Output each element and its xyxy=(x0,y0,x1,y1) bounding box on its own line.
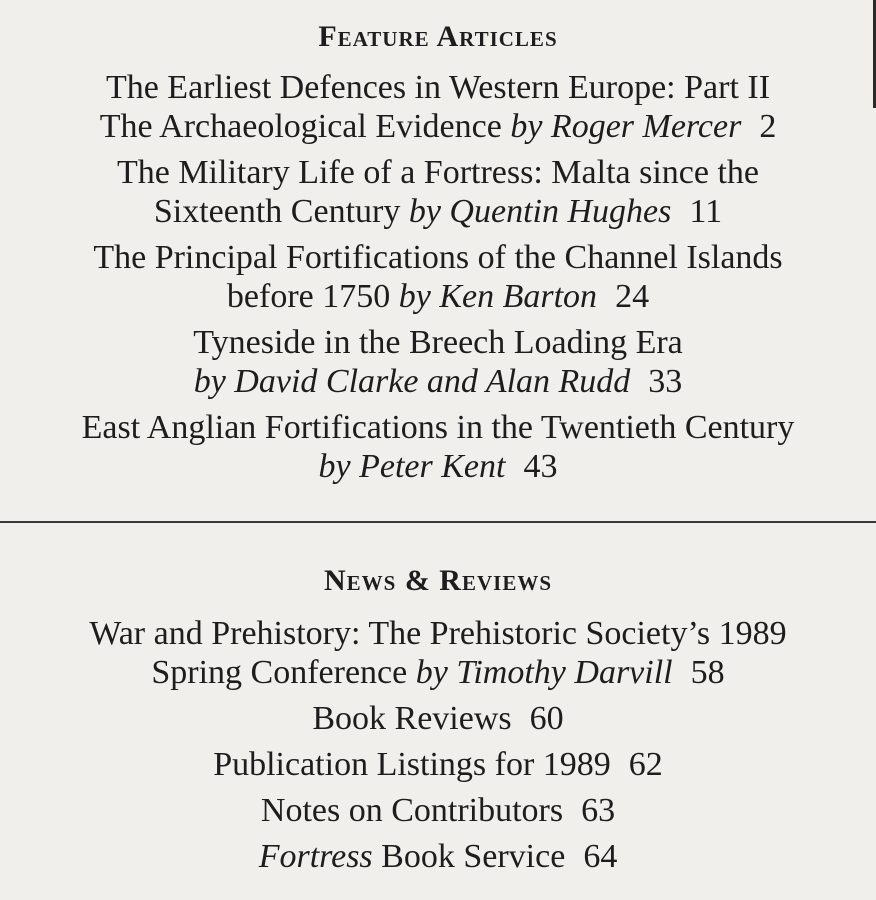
feature-articles-section xyxy=(0,20,876,493)
toc-entry[interactable] xyxy=(0,408,876,486)
entry-title: Book Service xyxy=(381,838,566,875)
toc-entry[interactable] xyxy=(0,745,876,785)
section-divider xyxy=(0,521,876,523)
page-number: 63 xyxy=(581,792,616,829)
entry-title: War and Prehistory: The Prehistoric Society’s 1989 xyxy=(89,615,787,652)
feature-articles-heading: Feature Articles xyxy=(318,20,558,53)
entry-title: The Earliest Defences in Western Europe: Part II xyxy=(105,69,771,106)
page-number: 60 xyxy=(529,700,564,737)
entry-title-continued: before 1750 xyxy=(226,278,391,315)
toc-entry[interactable] xyxy=(0,791,876,831)
entry-title-continued: Sixteenth Century xyxy=(153,193,401,230)
page-number: 64 xyxy=(583,838,618,875)
news-reviews-heading: News & Reviews xyxy=(323,564,553,597)
entry-title: The Military Life of a Fortress: Malta since the xyxy=(116,154,760,191)
entry-author: by Quentin Hughes xyxy=(408,193,672,230)
entry-author: by Ken Barton xyxy=(398,278,598,315)
page-number: 43 xyxy=(523,448,558,485)
toc-entry[interactable] xyxy=(0,68,876,146)
entry-title-italic: Fortress xyxy=(258,838,373,875)
toc-entry[interactable] xyxy=(0,837,876,877)
entry-title-continued: Spring Conference xyxy=(151,654,408,691)
entry-author: by Timothy Darvill xyxy=(415,654,673,691)
page-number: 62 xyxy=(628,746,663,783)
page-number: 33 xyxy=(648,363,683,400)
page-number: 2 xyxy=(759,108,777,145)
entry-title: Book Reviews xyxy=(312,700,512,737)
toc-entry[interactable] xyxy=(0,238,876,316)
entry-title: Publication Listings for 1989 xyxy=(213,746,611,783)
entry-title-continued: The Archaeological Evidence xyxy=(99,108,502,145)
entry-title: The Principal Fortifications of the Channel Islands xyxy=(93,239,783,276)
page-number: 24 xyxy=(615,278,650,315)
entry-title: Tyneside in the Breech Loading Era xyxy=(193,324,683,361)
toc-entry[interactable] xyxy=(0,699,876,739)
toc-entry[interactable] xyxy=(0,614,876,692)
toc-entry[interactable] xyxy=(0,153,876,231)
news-reviews-section xyxy=(0,564,876,883)
entry-author: by David Clarke and Alan Rudd xyxy=(193,363,631,400)
toc-entry[interactable] xyxy=(0,323,876,401)
entry-title: East Anglian Fortifications in the Twentieth Century xyxy=(81,409,795,446)
page-number: 58 xyxy=(690,654,725,691)
page-number: 11 xyxy=(689,193,723,230)
entry-author: by Roger Mercer xyxy=(510,108,742,145)
entry-title: Notes on Contributors xyxy=(260,792,564,829)
entry-author: by Peter Kent xyxy=(318,448,506,485)
